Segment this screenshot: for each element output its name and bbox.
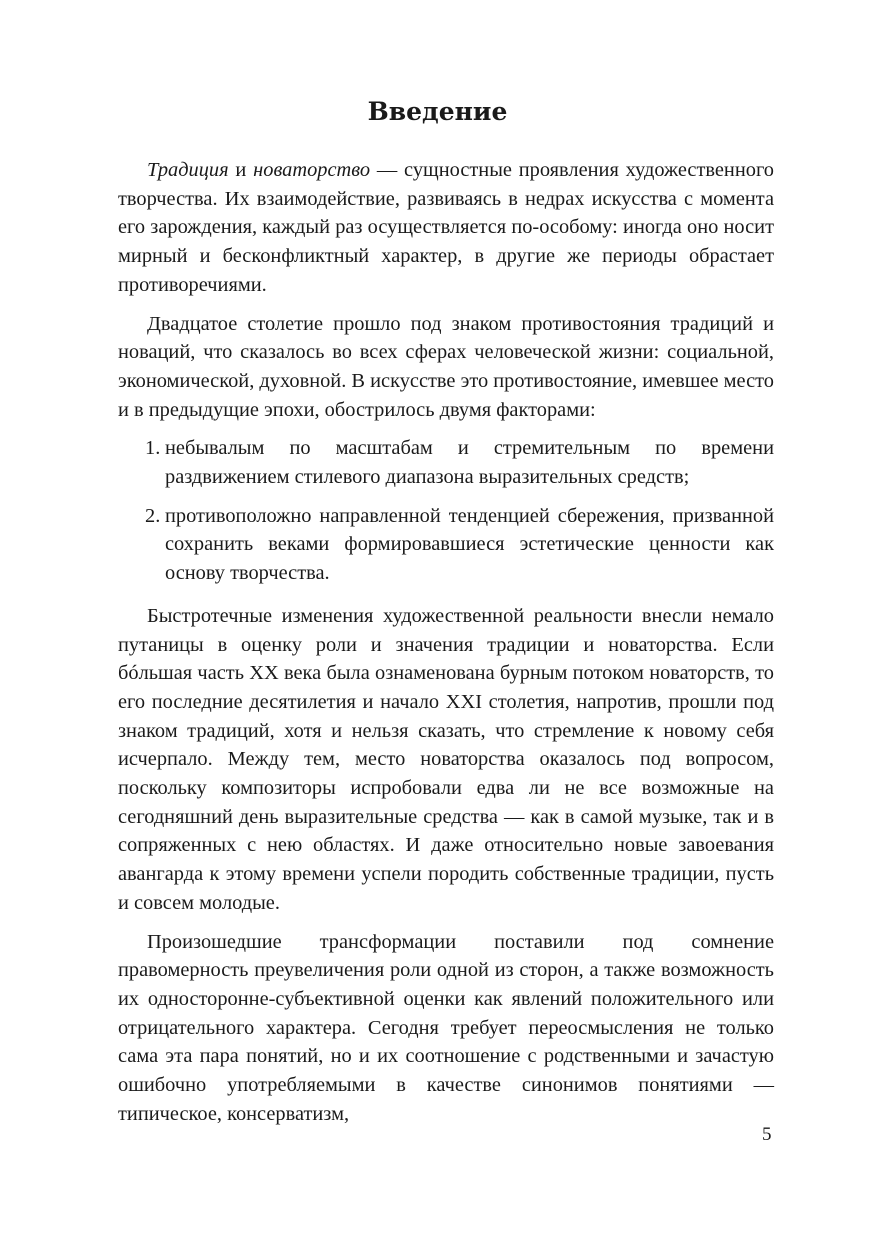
paragraph-4: Произошедшие трансформации поставили под сомнение правомерность преувеличения роли одной из сторон, а также возможность их односторонне-субъективной оценки как явлений положительного или отрицательного характера. Сегодня требует переосмысления не только сама эта пара понятий, но и их соотношение с родственными и зачастую ошибочно употребляемыми в качестве синонимов понятиями — типическое, консерватизм, — [118, 930, 774, 1125]
factors-list — [118, 434, 774, 588]
list-item-number: 1. — [145, 437, 161, 460]
term-innovation: новаторство — [253, 159, 371, 181]
paragraph-3: Быстротечные изменения художественной реальности внесли немало путаницы в оценку роли и значения традиции и новаторства. Если бóльшая часть XX века была ознаменована бурным потоком новаторств, то его последние десятилетия и начало XXI столетия, напротив, прошли под знаком традиций, хотя и нельзя сказать, что стремление к новому себя исчерпало. Между тем, место новаторства оказалось под вопросом, поскольку композиторы испробовали едва ли не все возможные на сегодняшний день выразительные средства — как в самой музыке, так и в сопряженных с нею областях. И даже относительно новые завоевания авангарда к этому времени успели породить собственные традиции, пусть и совсем молодые. — [118, 604, 774, 914]
paragraph-1 — [118, 156, 774, 300]
list-item-text: небывалым по масштабам и стремительным по времени раздвижением стилевого диапазона выразительных средств; — [165, 437, 774, 489]
paragraph-2: Двадцатое столетие прошло под знаком противостояния традиций и новаций, что сказалось во всех сферах человеческой жизни: социальной, экономической, духовной. В искусстве это противостояние, имевшее место и в предыдущие эпохи, обострилось двумя факторами: — [118, 312, 774, 421]
body-text — [118, 156, 774, 1129]
list-item-number: 2. — [145, 504, 161, 527]
term-tradition: Традиция — [147, 159, 229, 181]
conjunction: и — [228, 159, 254, 181]
page-number: 5 — [762, 1124, 772, 1145]
list-item-text: противоположно направленной тенденцией сбережения, призванной сохранить веками формировавшиеся эстетические ценности как основу творчества. — [165, 504, 774, 585]
list-item — [118, 434, 774, 491]
chapter-title: Введение — [367, 97, 508, 126]
list-item — [118, 502, 774, 588]
paragraph-1-text: — сущностные проявления художественного творчества. Их взаимодействие, развиваясь в недрах искусства с момента его зарождения, каждый раз осуществляется по-особому: иногда оно носит мирный и бесконфликтный характер, в другие же периоды обрастает противоречиями. — [118, 159, 775, 296]
